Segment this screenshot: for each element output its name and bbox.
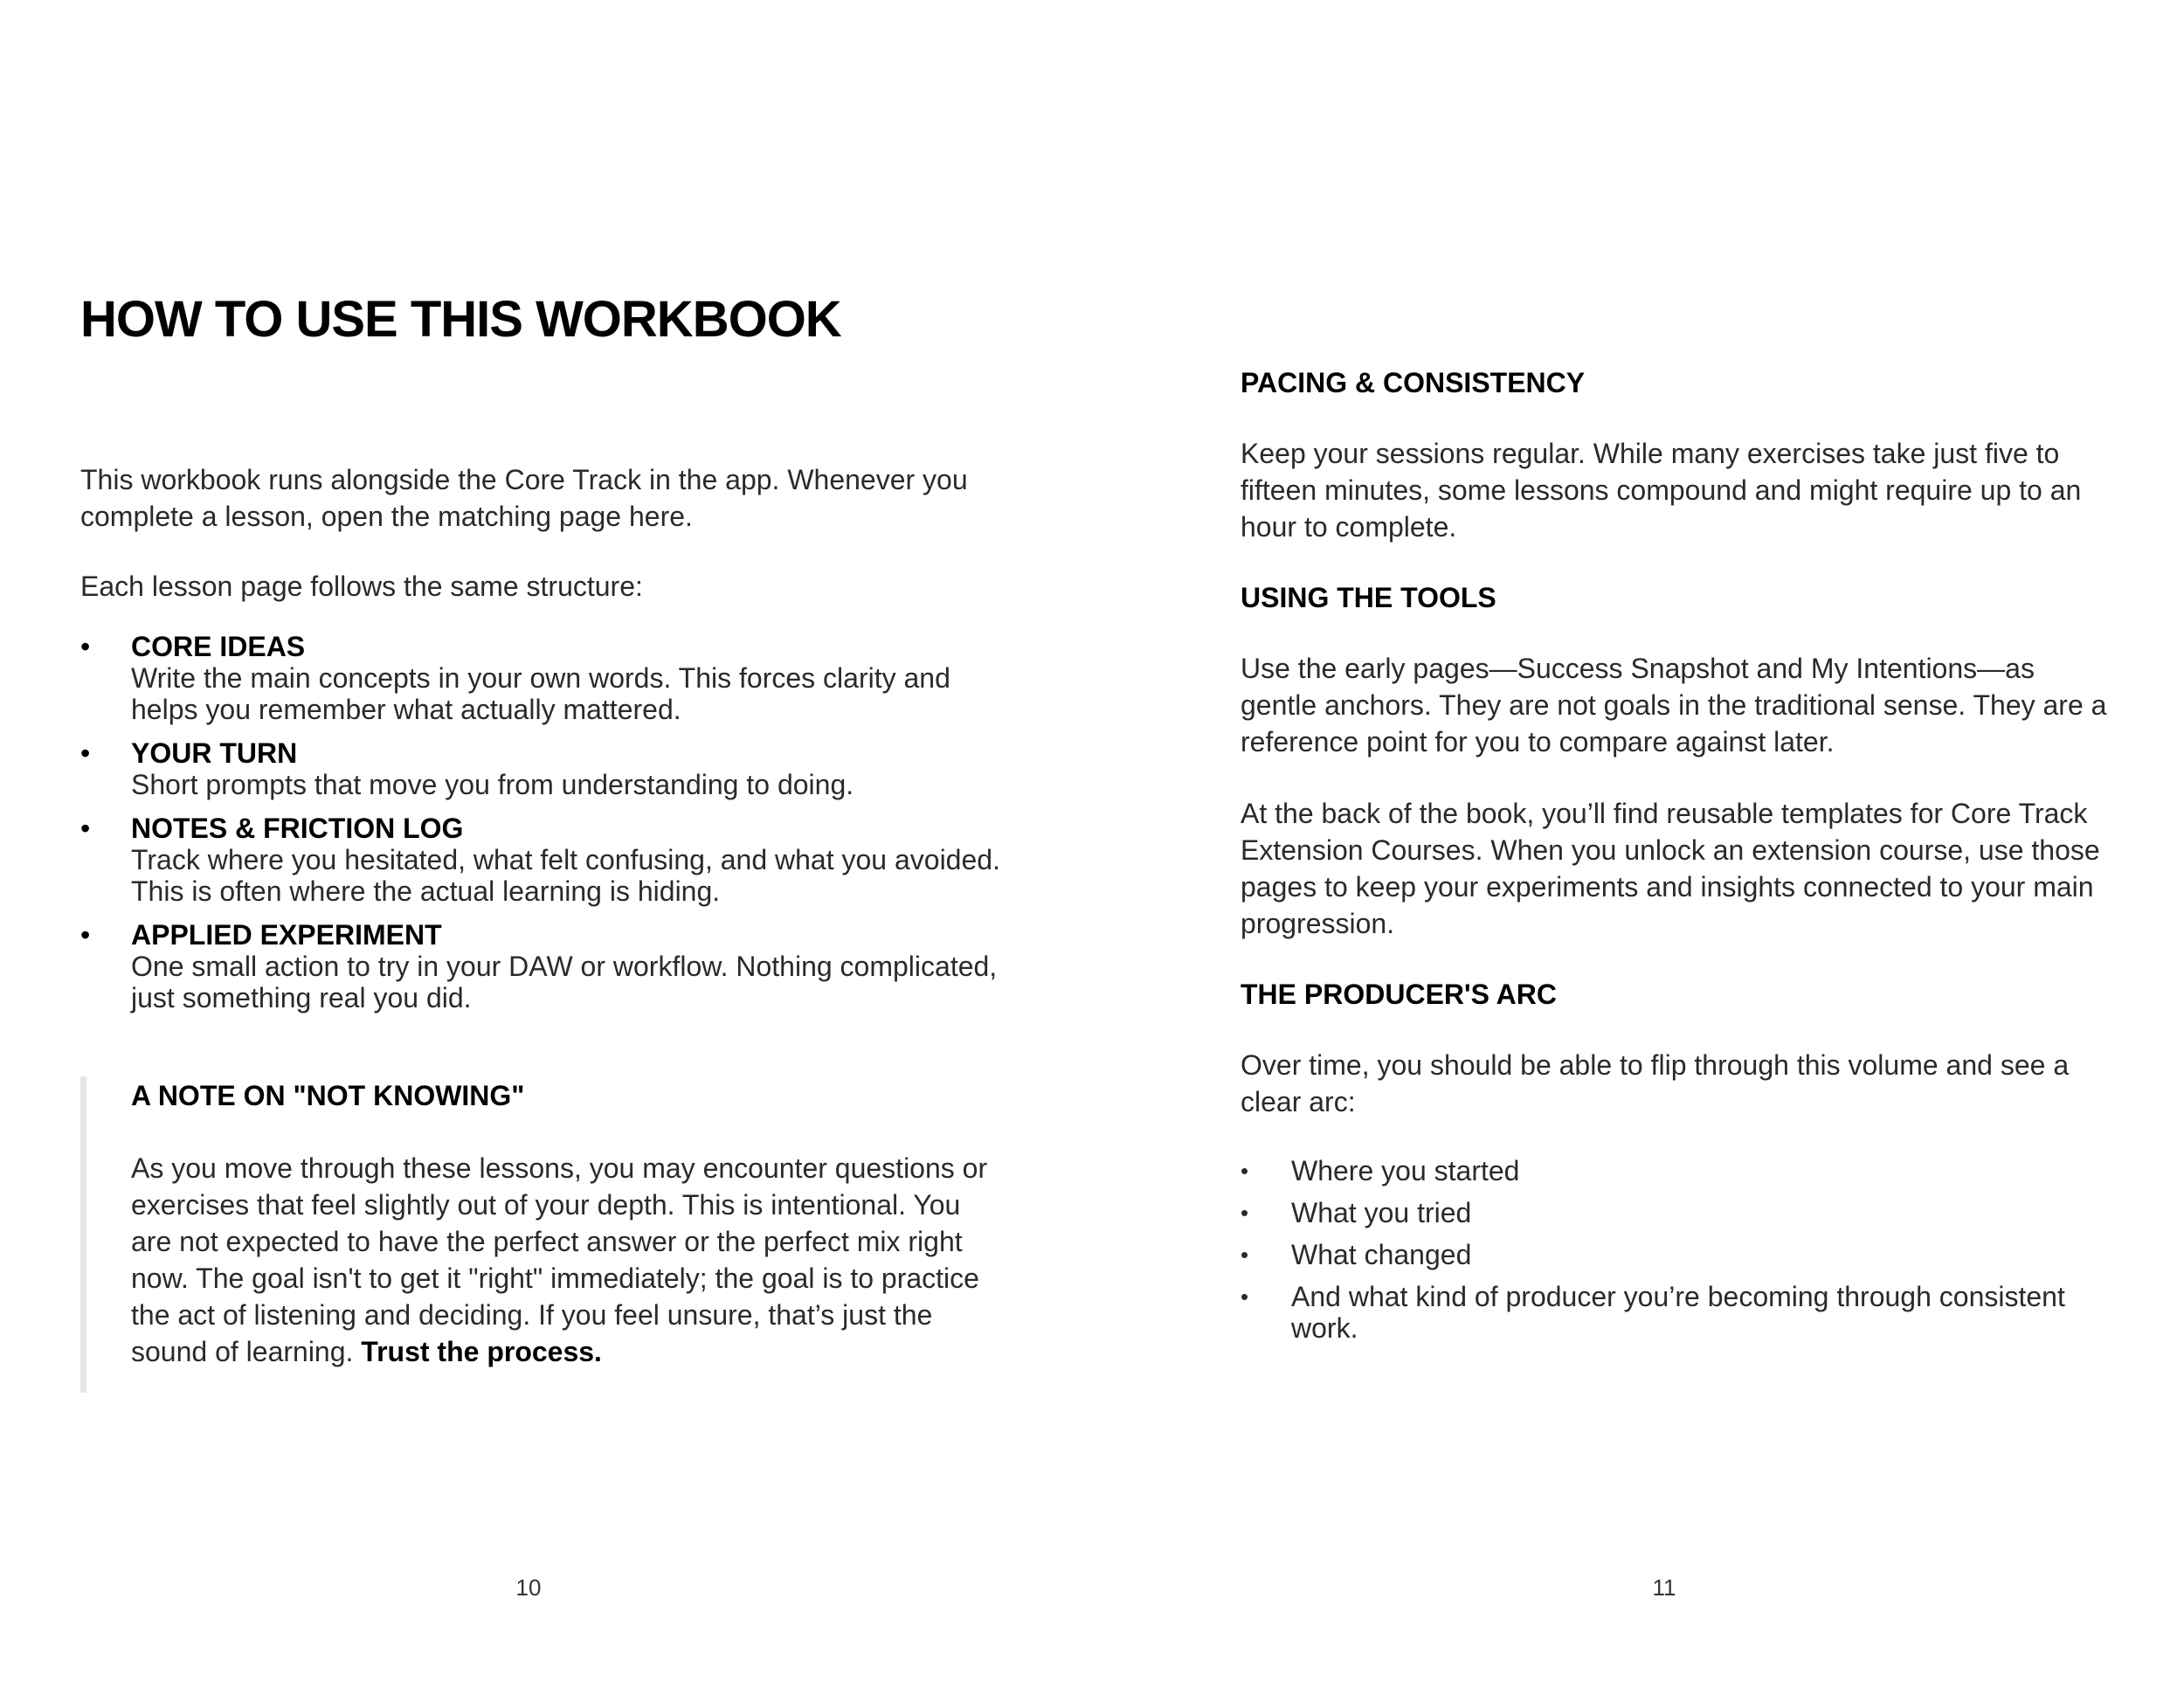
list-item-description: Short prompts that move you from understanding to doing. [131, 769, 854, 800]
list-item-text: What changed [1291, 1239, 1472, 1270]
list-item [80, 813, 1006, 907]
list-item-text: And what kind of producer you’re becoming through consistent work. [1291, 1281, 2065, 1344]
list-item-description: One small action to try in your DAW or workflow. Nothing complicated, just something real you did. [131, 951, 998, 1013]
section-paragraph: Keep your sessions regular. While many exercises take just five to fifteen minutes, some lessons compound and might require up to an hour to complete. [1241, 438, 2082, 543]
bullet-icon: • [1241, 1242, 1249, 1268]
list-item-text: Where you started [1291, 1155, 1520, 1186]
bullet-icon: • [1241, 1200, 1249, 1226]
arc-list [1241, 1155, 2114, 1344]
list-item-description: Write the main concepts in your own words. This forces clarity and helps you remember what actually mattered. [131, 662, 950, 725]
note-body [131, 1150, 989, 1370]
page-number: 10 [515, 1574, 542, 1601]
right-page [1092, 0, 2184, 1688]
note-callout [80, 1076, 989, 1393]
structure-list [80, 631, 1006, 1026]
section-heading-pacing: PACING & CONSISTENCY [1241, 367, 1586, 398]
bullet-icon: • [80, 631, 91, 662]
bullet-icon: • [1241, 1158, 1249, 1184]
list-item [80, 737, 1006, 800]
list-item [1241, 1155, 2114, 1186]
note-heading: A NOTE ON "NOT KNOWING" [131, 1080, 525, 1111]
note-emphasis: Trust the process. [361, 1336, 602, 1367]
list-item [80, 919, 1006, 1013]
list-item [1241, 1239, 2114, 1270]
right-column [1241, 365, 2114, 1354]
list-item [1241, 1281, 2114, 1344]
section-heading-tools: USING THE TOOLS [1241, 582, 1496, 613]
page-number: 11 [1652, 1574, 1676, 1601]
list-item [80, 631, 1006, 725]
list-item-title: APPLIED EXPERIMENT [131, 919, 442, 951]
list-item-title: CORE IDEAS [131, 631, 306, 662]
bullet-icon: • [80, 813, 91, 844]
list-item-title: YOUR TURN [131, 737, 298, 769]
list-item-title: NOTES & FRICTION LOG [131, 813, 464, 844]
section-heading-arc: THE PRODUCER'S ARC [1241, 979, 1557, 1010]
intro-section [80, 461, 989, 605]
intro-paragraph: This workbook runs alongside the Core Track in the app. Whenever you complete a lesson, open the matching page here. [80, 464, 968, 532]
section-paragraph: Over time, you should be able to flip through this volume and see a clear arc: [1241, 1049, 2070, 1117]
list-item-text: What you tried [1291, 1197, 1472, 1228]
note-body-text: As you move through these lessons, you may encounter questions or exercises that feel slightly out of your depth. This is intentional. You are not expected to have the perfect answer or the perfect mix right now. The goal isn't to get it "right" immediately; the goal is to practice the act of listening and deciding. If you feel unsure, that’s just the sound of learning. [131, 1152, 988, 1367]
bullet-icon: • [1241, 1283, 1249, 1310]
bullet-icon: • [80, 737, 91, 769]
page-title: HOW TO USE THIS WORKBOOK [80, 291, 841, 348]
list-item-description: Track where you hesitated, what felt confusing, and what you avoided. This is often where the actual learning is hiding. [131, 844, 1000, 907]
section-paragraph: Use the early pages—Success Snapshot and My Intentions—as gentle anchors. They are not goals in the traditional sense. They are a reference point for you to compare against later. [1241, 653, 2107, 758]
list-item [1241, 1197, 2114, 1228]
bullet-icon: • [80, 919, 91, 951]
structure-intro: Each lesson page follows the same structure: [80, 571, 643, 602]
section-paragraph: At the back of the book, you’ll find reusable templates for Core Track Extension Courses. When you unlock an extension course, use those pages to keep your experiments and insights connected to your main progression. [1241, 798, 2100, 939]
